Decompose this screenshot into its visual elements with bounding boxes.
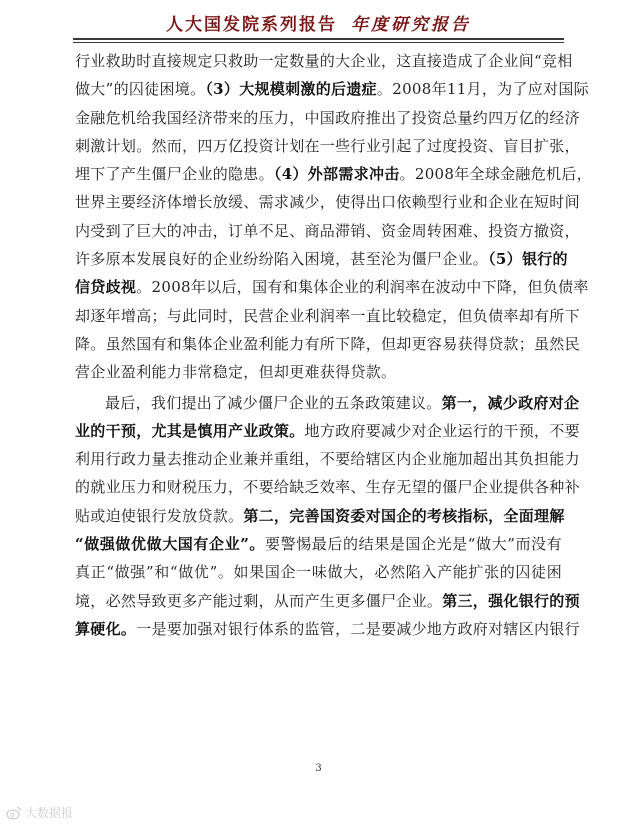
text-line [75, 530, 562, 558]
text-line [75, 160, 592, 188]
text-line [75, 615, 580, 643]
text-segment: 的就业压力和财税压力，不要给缺乏效率、生存无望的僵尸企业提供各种补 [75, 478, 580, 497]
header-rule-thick [73, 38, 564, 40]
text-line [75, 47, 573, 75]
bold-text-segment: 第三，强化银行的预 [442, 591, 580, 610]
bold-text-segment: 信贷歧视 [75, 278, 137, 297]
bold-text-segment: （3）大规模刺激的后遗症 [205, 80, 377, 99]
text-segment: 做大”的囚徒困境。 [75, 80, 206, 99]
text-segment: 要警惕最后的结果是国企光是“做大”而没有 [265, 535, 562, 554]
text-line [75, 417, 580, 445]
text-segment: 。2008年全球金融危机后， [399, 165, 592, 184]
text-segment: 许多原本发展良好的企业纷纷陷入困境，甚至沦为僵尸企业。 [75, 250, 489, 269]
text-line [75, 358, 562, 386]
text-line [75, 75, 589, 103]
weibo-logo-icon [6, 806, 22, 820]
text-line [75, 245, 568, 273]
text-line [75, 273, 589, 301]
bold-text-segment: （4）外部需求冲击 [273, 165, 400, 184]
text-segment: 一是要加强对银行体系的监管，二是要减少地方政府对辖区内银行 [136, 619, 580, 638]
text-segment: 贴或迫使银行发放贷款。 [75, 506, 244, 525]
text-segment: 境，必然导致更多产能过剩，从而产生更多僵尸企业。 [75, 591, 443, 610]
text-segment: 却逐年增高；与此同时，民营企业利润率一直比较稳定，但负债率却有所下 [75, 306, 580, 325]
text-segment: 。2008年11月，为了应对国际 [376, 80, 589, 99]
text-segment: 。2008年以后，国有和集体企业的利润率在波动中下降，但负债率 [136, 278, 589, 297]
text-line [75, 445, 580, 473]
header-right-title: 年度研究报告 [351, 15, 471, 35]
text-line [75, 132, 580, 160]
bold-text-segment: 算硬化。 [75, 619, 137, 638]
bold-text-segment: “做强做优做大国有企业”。 [75, 535, 266, 554]
text-line [75, 502, 565, 530]
text-line [75, 587, 580, 615]
text-line [75, 558, 562, 586]
text-segment: 真正“做强”和“做优”。如果国企一味做大，必然陷入产能扩张的囚徒困 [75, 563, 562, 582]
page-number: 3 [315, 763, 322, 774]
text-line [75, 302, 580, 330]
text-segment: 行业救助时直接规定只救助一定数量的大企业，这直接造成了企业间“竞相 [75, 52, 573, 70]
text-line [75, 473, 580, 501]
header-left-title: 人大国发院系列报告 [166, 15, 337, 35]
bold-text-segment: 第一，减少政府对企 [441, 393, 580, 412]
header-rule-thin [73, 42, 564, 43]
watermark-text: 大数据报 [25, 806, 74, 820]
text-segment: 最后，我们提出了减少僵尸企业的五条政策建议。 [105, 393, 442, 412]
body-text [75, 47, 592, 643]
text-segment: 埋下了产生僵尸企业的隐患。 [75, 165, 274, 184]
text-segment: 内受到了巨大的冲击，订单不足、商品滞销、资金周转困难、投资方撤资， [75, 221, 580, 240]
watermark [6, 804, 73, 821]
text-segment: 营企业盈利能力非常稳定，但却更难获得贷款。 [75, 363, 397, 382]
text-segment: 地方政府要减少对企业运行的干预，不要 [304, 421, 580, 440]
text-line [75, 389, 580, 417]
text-line [75, 217, 580, 245]
text-segment: 降。虽然国有和集体企业盈利能力有所下降，但却更容易获得贷款；虽然民 [75, 334, 580, 353]
text-line [75, 104, 580, 132]
running-header [0, 10, 637, 35]
text-segment: 金融危机给我国经济带来的压力，中国政府推出了投资总量约四万亿的经济 [75, 108, 580, 127]
text-segment: 利用行政力量去推动企业兼并重组，不要给辖区内企业施加超出其负担能力 [75, 450, 580, 469]
text-line [75, 188, 580, 216]
text-segment: 世界主要经济体增长放缓、需求减少，使得出口依赖型行业和企业在短时间 [75, 193, 580, 212]
bold-text-segment: 第二，完善国资委对国企的考核指标，全面理解 [243, 506, 565, 525]
text-line [75, 330, 580, 358]
text-segment: 刺激计划。然而，四万亿投资计划在一些行业引起了过度投资、盲目扩张， [75, 136, 580, 155]
bold-text-segment: （5）银行的 [488, 250, 568, 269]
bold-text-segment: 业的干预，尤其是慎用产业政策。 [75, 421, 305, 440]
